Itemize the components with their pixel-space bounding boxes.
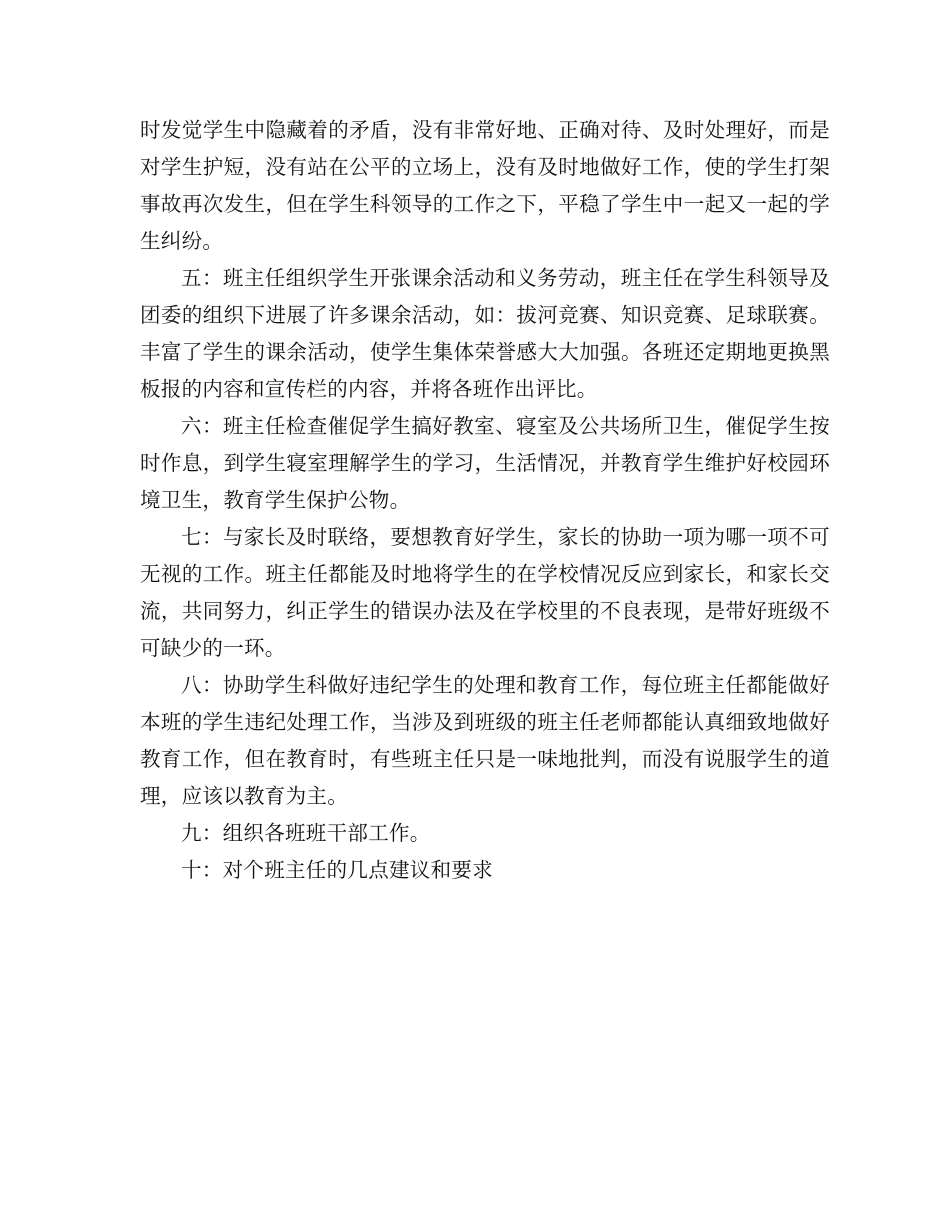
- paragraph-item-7: 七：与家长及时联络，要想教育好学生，家长的协助一项为哪一项不可无视的工作。班主任都能及时地将学生的在学校情况反应到家长，和家长交流，共同努力，纠正学生的错误办法及在学校里的不良表现，是带好班级不可缺少的一环。: [140, 525, 830, 660]
- paragraph-item-6: 六：班主任检查催促学生搞好教室、寝室及公共场所卫生，催促学生按时作息，到学生寝室理解学生的学习，生活情况，并教育学生维护好校园环境卫生，教育学生保护公物。: [140, 414, 830, 512]
- paragraph-item-8: 八：协助学生科做好违纪学生的处理和教育工作，每位班主任都能做好本班的学生违纪处理工作，当涉及到班级的班主任老师都能认真细致地做好教育工作，但在教育时，有些班主任只是一味地批判，而没有说服学生的道理，应该以教育为主。: [140, 673, 830, 808]
- paragraph-item-10: 十：对个班主任的几点建议和要求: [181, 858, 493, 882]
- document-body: [140, 112, 830, 889]
- paragraph-item-5: 五：班主任组织学生开张课余活动和义务劳动，班主任在学生科领导及团委的组织下进展了许多课余活动，如：拔河竞赛、知识竞赛、足球联赛。丰富了学生的课余活动，使学生集体荣誉感大大加强。各班还定期地更换黑板报的内容和宣传栏的内容，并将各班作出评比。: [140, 266, 830, 401]
- paragraph-item-9: 九：组织各班班干部工作。: [181, 821, 431, 845]
- paragraph-continuation: 时发觉学生中隐藏着的矛盾，没有非常好地、正确对待、及时处理好，而是对学生护短，没有站在公平的立场上，没有及时地做好工作，使的学生打架事故再次发生，但在学生科领导的工作之下，平稳了学生中一起又一起的学生纠纷。: [140, 118, 830, 253]
